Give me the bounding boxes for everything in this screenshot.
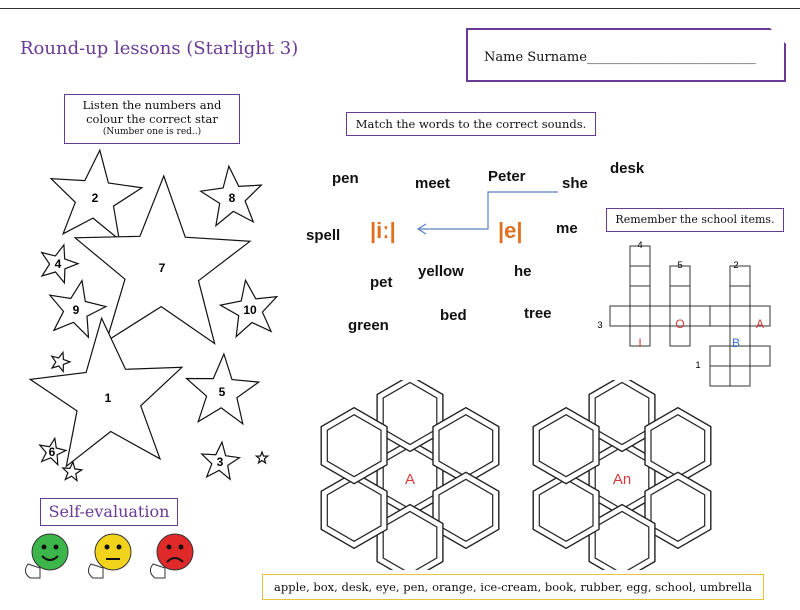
sad-face-icon[interactable] (150, 534, 193, 578)
star-number: 3 (216, 455, 224, 469)
word-bank: apple, box, desk, eye, pen, orange, ice-cream, book, rubber, egg, school, umbrella (262, 574, 764, 600)
match-instruction: Match the words to the correct sounds. (346, 112, 596, 136)
star-shape[interactable] (63, 462, 82, 481)
crossword-letter: B (731, 336, 741, 350)
star-number: 10 (243, 303, 257, 317)
hexagon-center-label: A (404, 471, 416, 488)
word-spell[interactable]: spell (306, 227, 341, 244)
star-number: 2 (91, 191, 99, 205)
star-number: 8 (228, 191, 236, 205)
star-number: 4 (54, 257, 62, 271)
crossword-cell[interactable] (630, 266, 650, 286)
crossword-number: 4 (637, 240, 643, 251)
crossword-number: 2 (733, 260, 739, 271)
crossword-instruction: Remember the school items. (606, 208, 784, 232)
crossword-cell[interactable] (630, 306, 650, 326)
stars-area (0, 140, 300, 500)
crossword-number: 1 (695, 360, 701, 371)
word-she[interactable]: she (562, 175, 588, 192)
word-yellow[interactable]: yellow (418, 263, 464, 280)
top-rule (0, 8, 800, 9)
crossword-cell[interactable] (710, 346, 730, 366)
crossword-cell[interactable] (670, 286, 690, 306)
crossword-cell[interactable] (730, 366, 750, 386)
word-desk[interactable]: desk (610, 160, 645, 177)
star-number: 6 (48, 445, 56, 459)
word-bed[interactable]: bed (440, 307, 467, 324)
stars-instruction-line3: (Number one is red..) (102, 127, 202, 137)
crossword-cell[interactable] (610, 306, 630, 326)
star-number: 1 (104, 391, 112, 405)
hexagon-center-label: An (612, 471, 632, 488)
self-evaluation-faces (20, 530, 210, 590)
crossword-cell[interactable] (690, 306, 710, 326)
sound-short-e[interactable]: |e| (498, 218, 523, 243)
name-field[interactable]: Name Surname__________________________ (484, 50, 756, 65)
crossword-cell[interactable] (710, 306, 730, 326)
self-evaluation-label: Self-evaluation (40, 498, 178, 526)
hexagon-groups (300, 380, 720, 570)
crossword-number: 3 (597, 320, 603, 331)
star-shape[interactable] (52, 352, 70, 371)
crossword-cell[interactable] (630, 286, 650, 306)
neutral-face-icon[interactable] (88, 534, 131, 578)
crossword-cell[interactable] (730, 306, 750, 326)
word-pet[interactable]: pet (370, 274, 393, 291)
word-green[interactable]: green (348, 317, 389, 334)
star-number: 9 (72, 303, 80, 317)
star-shape[interactable] (256, 452, 267, 463)
example-arrow (410, 185, 570, 245)
stars-instruction-line1: Listen the numbers and (82, 98, 222, 112)
word-peter[interactable]: Peter (488, 168, 526, 185)
name-box (466, 28, 786, 82)
word-pen[interactable]: pen (332, 170, 359, 187)
word-he[interactable]: he (514, 263, 532, 280)
word-meet[interactable]: meet (415, 175, 451, 192)
word-tree[interactable]: tree (524, 305, 552, 322)
sound-long-i[interactable]: |iː| (370, 218, 396, 243)
crossword-letter: I (638, 336, 642, 350)
crossword-letter: O (675, 317, 685, 331)
name-box-fold (770, 28, 786, 44)
page-title: Round-up lessons (Starlight 3) (20, 38, 299, 59)
crossword-cell[interactable] (730, 286, 750, 306)
crossword-cell[interactable] (750, 346, 770, 366)
crossword-letter: A (755, 317, 765, 331)
star-number: 7 (158, 261, 166, 275)
crossword-cell[interactable] (650, 306, 670, 326)
happy-face-icon[interactable] (25, 534, 68, 578)
word-me[interactable]: me (556, 220, 578, 237)
stars-instruction (64, 94, 240, 144)
stars-instruction-line2: colour the correct star (86, 112, 218, 126)
star-number: 5 (218, 385, 226, 399)
crossword-number: 5 (677, 260, 683, 271)
